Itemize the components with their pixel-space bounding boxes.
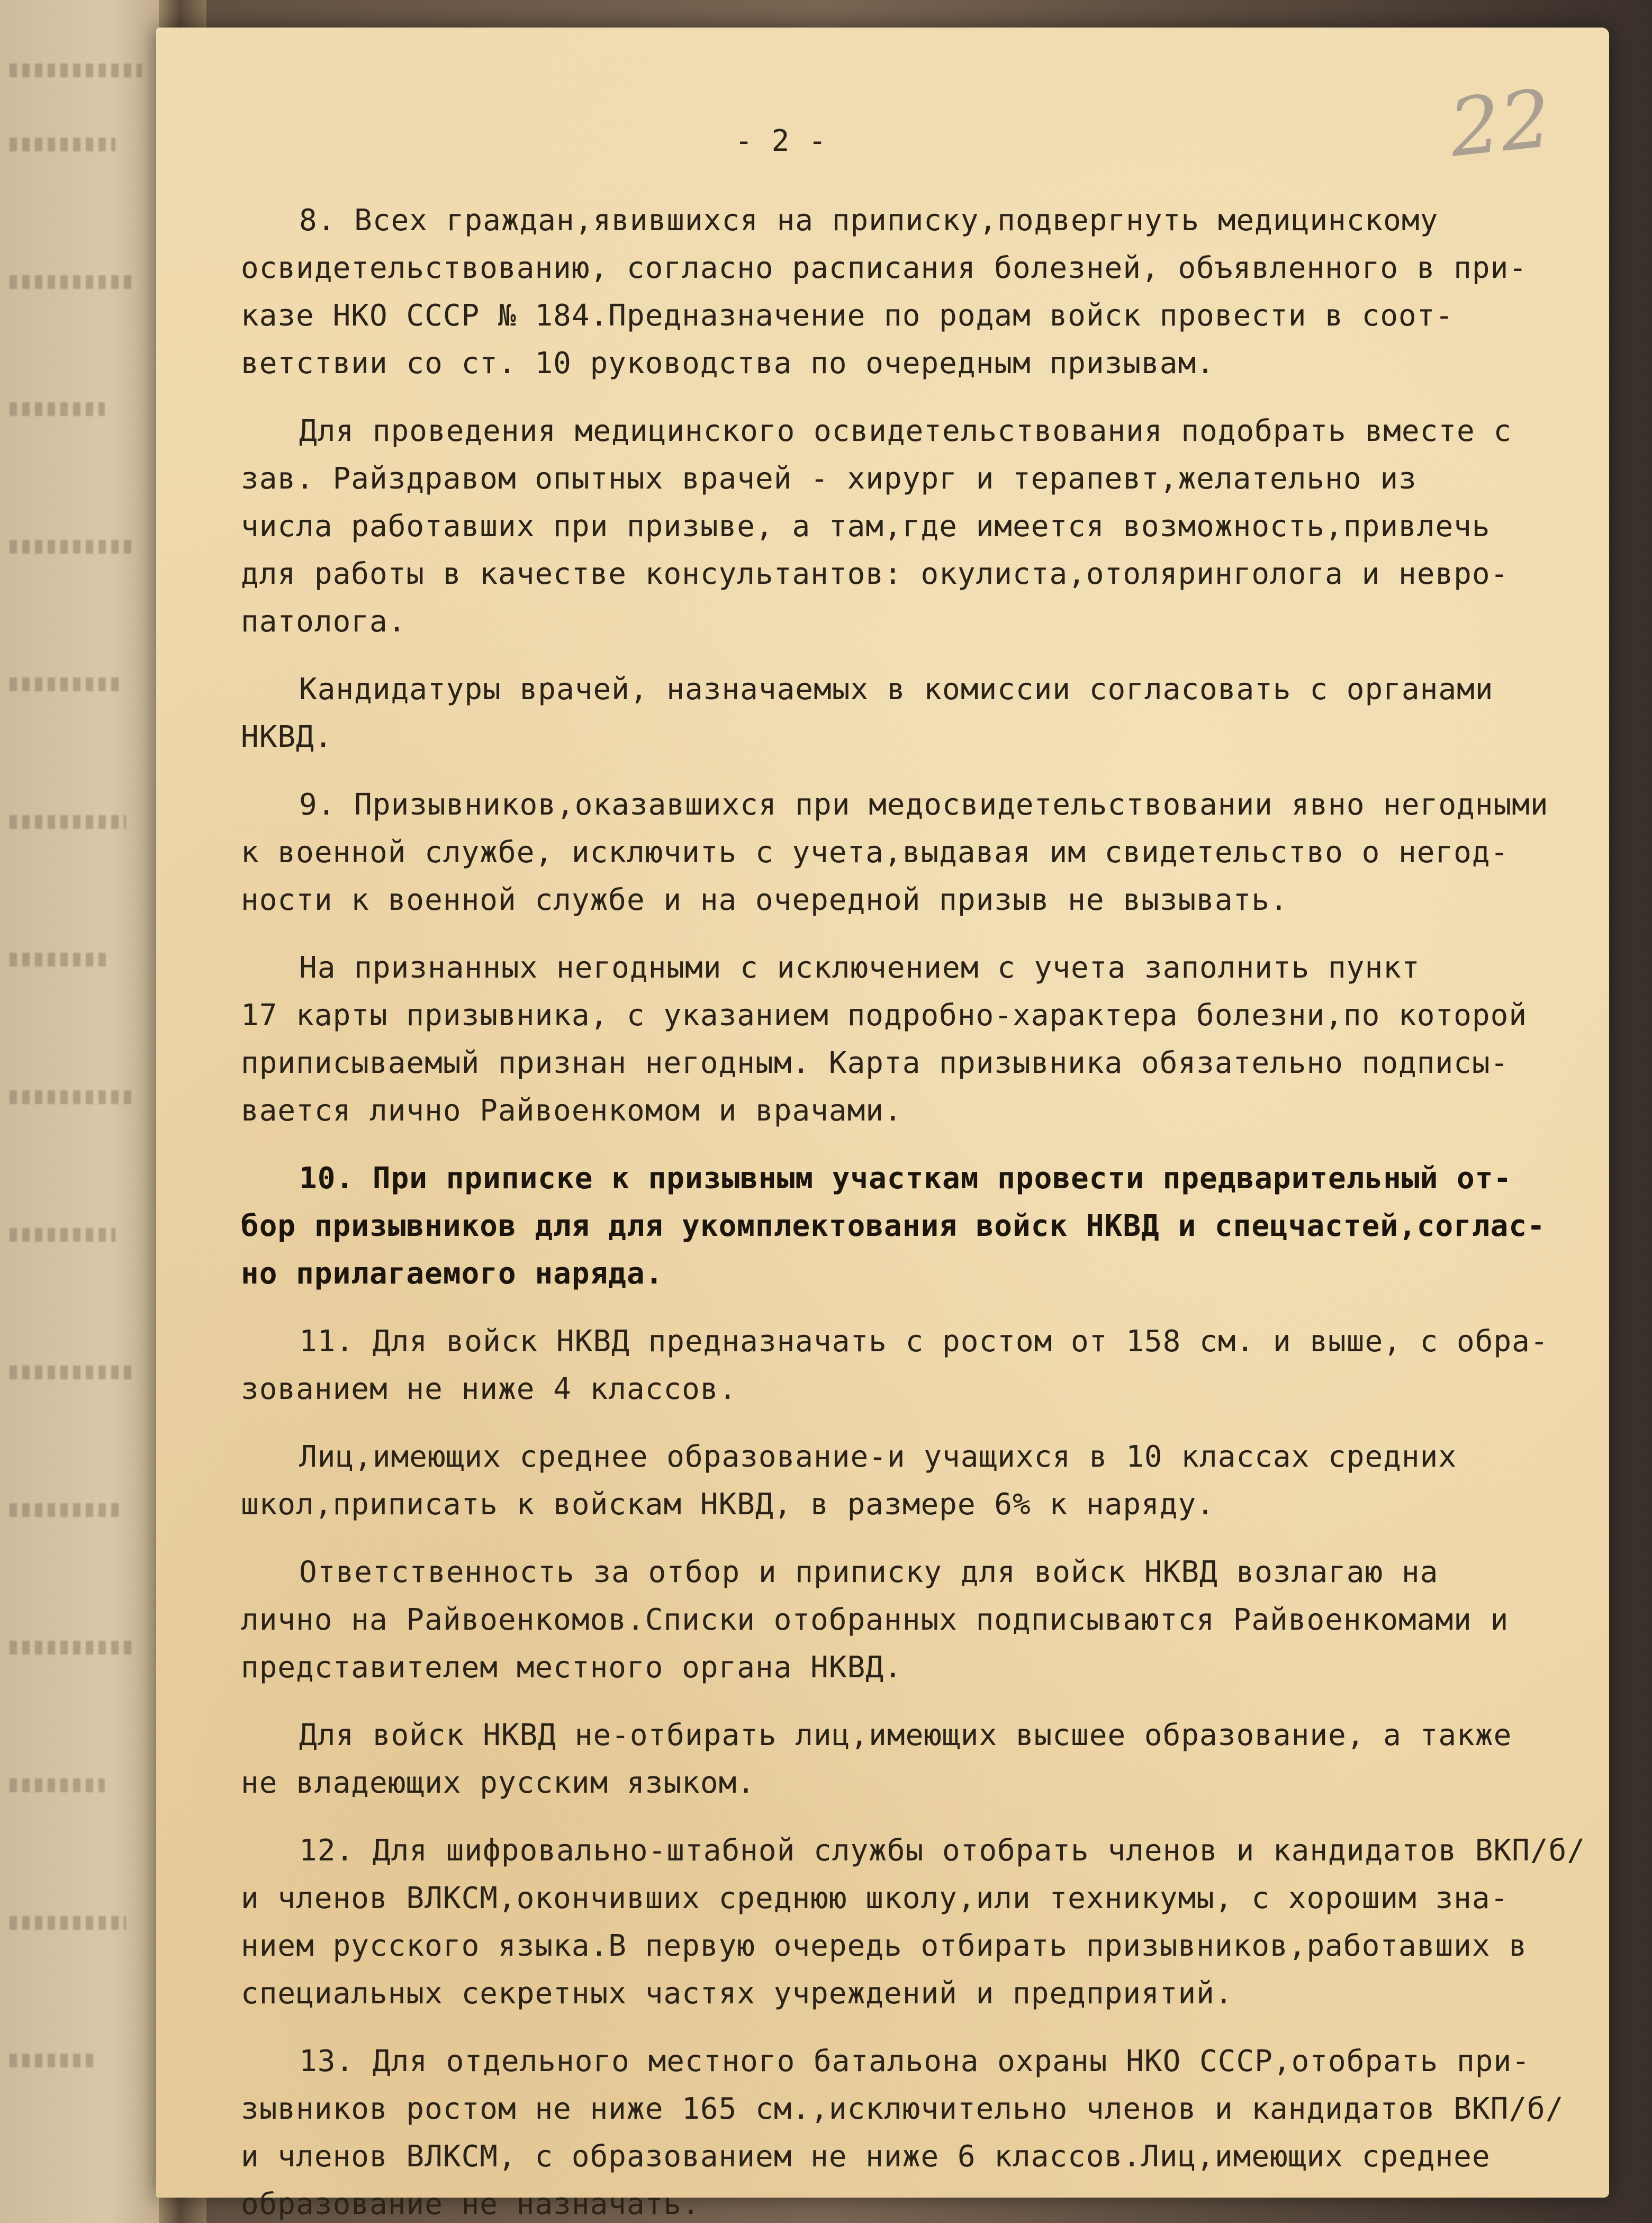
paragraph — [241, 2038, 1564, 2223]
text-line: специальных секретных частях учреждений и предприятий. — [241, 1976, 1233, 2011]
text-line: Ответственность за отбор и приписку для войск НКВД возлагаю на — [299, 1555, 1439, 1589]
text-line: школ,приписать к войскам НКВД, в размере 6% к наряду. — [241, 1487, 1215, 1522]
paragraph — [241, 1712, 1543, 1807]
paragraph — [241, 1155, 1546, 1298]
text-line: не владеющих русским языком. — [241, 1766, 756, 1800]
text-line: приписываемый признан негодным. Карта призывника обязательно подписы- — [241, 1046, 1509, 1080]
paragraph — [241, 1433, 1543, 1529]
text-line: казе НКО СССР № 184.Предназначение по родам войск провести в соот- — [241, 299, 1454, 333]
paragraph — [241, 781, 1549, 924]
text-line: 10. При приписке к призывным участкам провести предварительный от- — [299, 1161, 1512, 1196]
paragraph — [241, 197, 1543, 387]
text-line: для работы в качестве консультантов: окулиста,отоляринголога и невро- — [241, 557, 1509, 591]
text-line: 13. Для отдельного местного батальона охраны НКО СССР,отобрать при- — [299, 2044, 1530, 2079]
text-line: зованием не ниже 4 классов. — [241, 1372, 737, 1406]
paragraph — [241, 1827, 1586, 2018]
text-line: образование не назначать. — [241, 2187, 700, 2221]
page-number: - 2 - — [735, 124, 827, 158]
text-line: 9. Призывников,оказавшихся при медосвидетельствовании явно негодными — [299, 788, 1549, 822]
archive-number: 22 — [1445, 73, 1556, 175]
text-line: 17 карты призывника, с указанием подробно-характера болезни,по которой — [241, 998, 1528, 1033]
text-line: 12. Для шифровально-штабной службы отобрать членов и кандидатов ВКП/б/ — [299, 1833, 1586, 1868]
paragraph — [241, 1549, 1543, 1692]
text-line: зывников ростом не ниже 165 см.,исключительно членов и кандидатов ВКП/б/ — [241, 2092, 1564, 2126]
text-line: зав. Райздравом опытных врачей - хирург и терапевт,желательно из — [241, 462, 1417, 496]
text-line: На признанных негодными с исключением с учета заполнить пункт — [299, 951, 1420, 985]
text-line: ветствии со ст. 10 руководства по очередным призывам. — [241, 346, 1215, 381]
text-line: лично на Райвоенкомов.Списки отобранных подписываются Райвоенкомами и — [241, 1603, 1509, 1637]
text-line: 11. Для войск НКВД предназначать с ростом от 158 см. и выше, с обра- — [299, 1324, 1549, 1359]
text-line: представителем местного органа НКВД. — [241, 1650, 902, 1685]
text-line: Для проведения медицинского освидетельствования подобрать вместе с — [299, 414, 1512, 448]
left-page-edge — [0, 0, 180, 2223]
document-page — [156, 28, 1609, 2221]
text-line: бор призывников для для укомплектования войск НКВД и спецчастей,соглас- — [241, 1209, 1546, 1243]
text-line: к военной службе, исключить с учета,выдавая им свидетельство о негод- — [241, 835, 1509, 870]
text-line: Кандидатуры врачей, назначаемых в комиссии согласовать с органами — [299, 672, 1494, 707]
text-line: и членов ВЛКСМ, с образованием не ниже 6 классов.Лиц,имеющих среднее — [241, 2139, 1491, 2174]
text-line: освидетельствованию, согласно расписания болезней, объявленного в при- — [241, 251, 1528, 285]
text-line: патолога. — [241, 604, 407, 639]
text-line: но прилагаемого наряда. — [241, 1257, 664, 1291]
text-line: НКВД. — [241, 720, 333, 754]
text-line: 8. Всех граждан,явившихся на приписку,подвергнуть медицинскому — [299, 203, 1439, 238]
text-line: вается лично Райвоенкомом и врачами. — [241, 1094, 902, 1128]
text-line: Лиц,имеющих среднее образование-и учащихся в 10 классах средних — [299, 1440, 1457, 1474]
paragraph — [241, 944, 1543, 1135]
paragraph — [241, 666, 1543, 761]
paragraph — [241, 408, 1543, 646]
text-line: числа работавших при призыве, а там,где имеется возможность,привлечь — [241, 509, 1491, 544]
paragraph — [241, 1318, 1549, 1413]
text-line: ности к военной службе и на очередной призыв не вызывать. — [241, 883, 1288, 917]
text-line: нием русского языка.В первую очередь отбирать призывников,работавших в — [241, 1929, 1528, 1963]
paragraph-list — [241, 197, 1586, 2223]
text-line: Для войск НКВД не-отбирать лиц,имеющих высшее образование, а также — [299, 1718, 1512, 1752]
text-line: и членов ВЛКСМ,окончивших среднюю школу,или техникумы, с хорошим зна- — [241, 1881, 1509, 1915]
